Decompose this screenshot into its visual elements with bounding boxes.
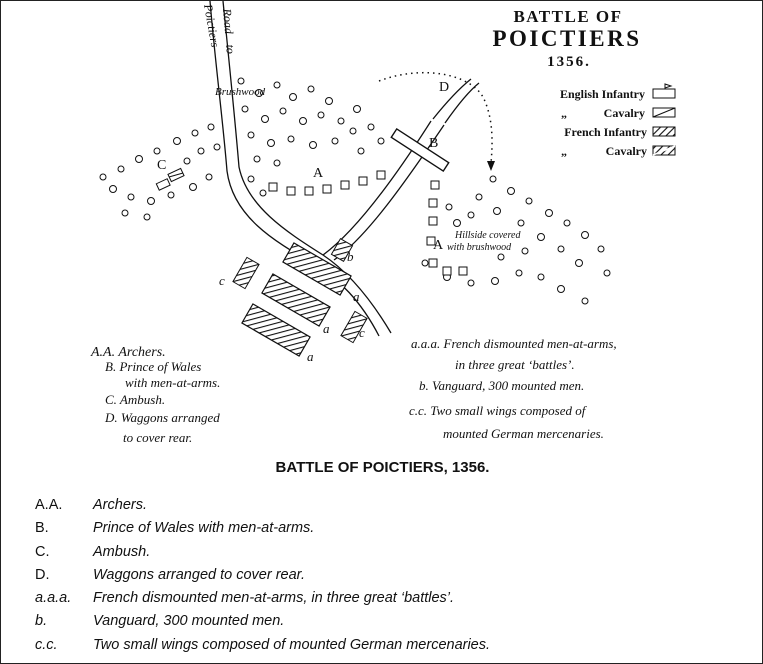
prince-of-wales-battle — [391, 129, 448, 171]
map-key-left-4: C. Ambush. — [105, 392, 166, 407]
french-wing-left — [233, 257, 259, 288]
key-row — [35, 520, 735, 543]
legend-prefix-french-cavalry: „ — [561, 144, 567, 158]
label-c-left: c — [219, 273, 225, 288]
label-c-right: c — [359, 325, 365, 340]
road-label-poictiers: Poictiers — [201, 3, 223, 49]
key-code: D. — [35, 566, 50, 583]
map-key-left — [90, 345, 220, 445]
legend-flag-mark — [665, 84, 671, 89]
map-title-line1: BATTLE OF — [513, 7, 623, 26]
legend-symbol-french-infantry — [653, 127, 675, 136]
map-key-left-5: D. Waggons arranged — [105, 410, 220, 425]
map-key-right-2: in three great ‘battles’. — [455, 357, 575, 372]
key-desc: Vanguard, 300 mounted men. — [93, 613, 285, 630]
map-key-left-3: with men-at-arms. — [125, 375, 221, 390]
legend-label-french-cavalry: Cavalry — [605, 144, 647, 158]
key-code: B. — [35, 520, 49, 537]
key-desc: Two small wings composed of mounted German mercenaries. — [93, 636, 491, 653]
road-label — [220, 7, 238, 54]
figure-caption: BATTLE OF POICTIERS, 1356. — [275, 459, 490, 476]
map-legend — [560, 87, 647, 158]
legend-label-english-infantry: English Infantry — [559, 87, 645, 101]
hillside-label-line1: Hillside covered — [455, 230, 521, 241]
legend-prefix-english-cavalry: „ — [561, 106, 567, 120]
legend-label-english-cavalry: Cavalry — [603, 106, 645, 120]
legend-label-french-infantry: French Infantry — [564, 125, 647, 139]
key-row — [35, 590, 735, 613]
label-b: b — [347, 249, 354, 264]
map-title-line2: POICTIERS — [492, 26, 642, 51]
map-key-left-6: to cover rear. — [123, 430, 193, 445]
key-code: a.a.a. — [35, 590, 72, 607]
road-label-road: Road — [220, 8, 237, 35]
legend-key — [35, 497, 735, 660]
label-A-left: A — [313, 166, 324, 181]
label-B: B — [429, 136, 439, 151]
road-label-to: to — [223, 43, 238, 55]
key-desc: Archers. — [93, 497, 147, 513]
waggons-arrow — [487, 161, 495, 171]
brushwood-label: Brushwood — [215, 86, 266, 98]
key-row — [35, 613, 735, 636]
map-key-right-3: b. Vanguard, 300 mounted men. — [419, 378, 585, 393]
label-C: C — [157, 158, 167, 173]
label-a-1: a — [353, 289, 360, 304]
key-row — [35, 637, 735, 660]
label-A-right: A — [433, 238, 444, 253]
key-row — [35, 544, 735, 567]
key-desc: Prince of Wales with men-at-arms. — [93, 520, 315, 537]
key-row — [35, 497, 735, 520]
key-code: b. — [35, 613, 48, 630]
map-title-year: 1356. — [547, 54, 591, 70]
legend-symbols — [653, 84, 675, 155]
battle-map — [1, 1, 763, 451]
key-row — [35, 567, 735, 590]
map-key-right — [409, 336, 617, 441]
english-archers-right — [427, 181, 467, 275]
key-code: A.A. — [35, 497, 63, 513]
key-desc: Waggons arranged to cover rear. — [93, 566, 305, 583]
key-desc: French dismounted men-at-arms, in three great ‘battles’. — [93, 590, 455, 607]
legend-symbol-english-infantry — [653, 89, 675, 98]
map-key-left-1: A.A. Archers. — [91, 345, 166, 360]
map-key-right-1: a.a.a. French dismounted men-at-arms, — [411, 336, 617, 351]
label-D: D — [439, 80, 450, 95]
key-code: c.c. — [35, 636, 58, 653]
map-key-right-4: c.c. Two small wings composed of — [409, 403, 586, 418]
key-code: C. — [35, 543, 50, 560]
english-archers-left — [269, 171, 385, 195]
label-a-3: a — [307, 349, 314, 364]
key-desc: Ambush. — [93, 543, 151, 560]
map-key-right-5: mounted German mercenaries. — [443, 426, 604, 441]
label-a-2: a — [323, 321, 330, 336]
hillside-label-line2: with brushwood — [447, 242, 512, 253]
map-key-left-2: B. Prince of Wales — [105, 359, 202, 374]
